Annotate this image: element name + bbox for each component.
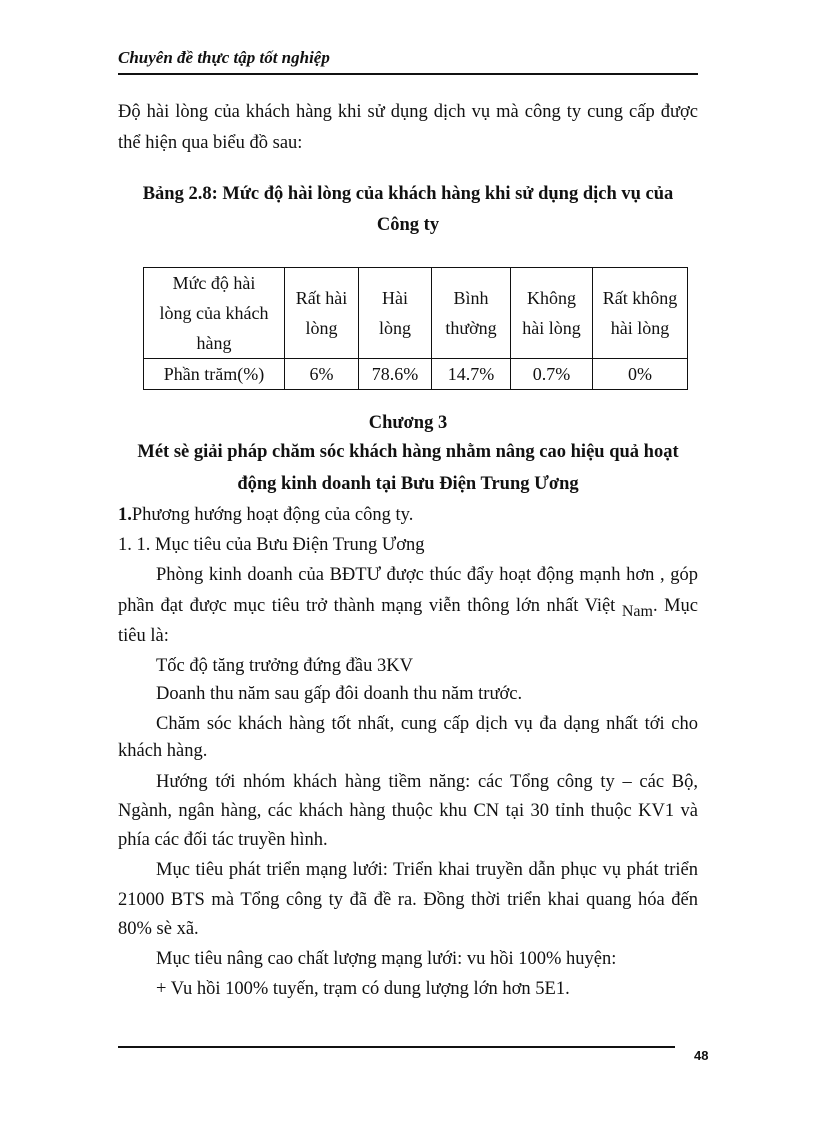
column-label: Rất hài	[295, 288, 348, 308]
table-caption-line-2: Công ty	[376, 215, 440, 235]
paragraph-2: Tốc độ tăng trưởng đứng đầu 3KV	[156, 656, 413, 676]
intro-line-1: Độ hài lòng của khách hàng khi sử dụng dịch vụ mà công ty cung cấp được	[118, 102, 698, 122]
paragraph-7: Mục tiêu nâng cao chất lượng mạng lưới: vu hồi 100% huyện:	[156, 949, 617, 969]
table-row	[144, 359, 688, 390]
paragraph-5-line-1: Hướng tới nhóm khách hàng tiềm năng: các Tổng công ty – các Bộ,	[156, 772, 698, 792]
paragraph-6-line-3: 80% sè xã.	[118, 919, 199, 939]
section-1-heading	[118, 505, 698, 526]
text-span: phần đạt được mục tiêu trở thành mạng viễn thông lớn nhất Việt	[118, 596, 622, 616]
column-label: hài lòng	[610, 318, 670, 338]
section-1-title: Phương hướng hoạt động của công ty.	[131, 505, 414, 525]
text-span: . Mục	[652, 596, 698, 616]
paragraph-1-line-2	[118, 596, 698, 620]
column-label: Bình	[453, 288, 489, 308]
paragraph-4-line-2: khách hàng.	[118, 741, 208, 761]
header-label-line: lòng của khách	[159, 303, 269, 323]
value-cell: 14.7%	[432, 359, 511, 390]
header-divider	[118, 73, 698, 75]
table-caption-line-1: Bảng 2.8: Mức độ hài lòng của khách hàng khi sử dụng dịch vụ của	[142, 184, 674, 204]
table-header-label-cell	[144, 268, 285, 359]
paragraph-4-line-1: Chăm sóc khách hàng tốt nhất, cung cấp dịch vụ đa dạng nhất tới cho	[156, 714, 698, 734]
table-header-cell	[593, 268, 688, 359]
paragraph-6-line-2: 21000 BTS mà Tổng công ty đã đề ra. Đồng thời triển khai quang hóa đến	[118, 890, 698, 910]
value-cell: 0%	[593, 359, 688, 390]
section-1-1-heading: 1. 1. Mục tiêu của Bưu Điện Trung Ương	[118, 535, 425, 555]
paragraph-6-line-1: Mục tiêu phát triển mạng lưới: Triển khai truyền dẫn phục vụ phát triển	[156, 860, 698, 880]
paragraph-1-line-3: tiêu là:	[118, 626, 169, 646]
column-label: Không	[527, 288, 576, 308]
chapter-number: Chương 3	[368, 413, 448, 433]
column-label: lòng	[378, 318, 411, 338]
column-label: Rất không	[602, 288, 678, 308]
value-cell: 0.7%	[511, 359, 593, 390]
table-header-cell	[359, 268, 432, 359]
row-label: Phần trăm(%)	[144, 359, 285, 390]
table-header-cell	[285, 268, 359, 359]
paragraph-8: + Vu hồi 100% tuyến, trạm có dung lượng lớn hơn 5E1.	[156, 979, 570, 999]
chapter-title-line-2: động kinh doanh tại Bưu Điện Trung Ương	[237, 474, 579, 494]
section-1-number: 1.	[118, 505, 132, 525]
column-label: hài lòng	[522, 318, 581, 338]
table-header-cell	[432, 268, 511, 359]
value-cell: 6%	[285, 359, 359, 390]
paragraph-3: Doanh thu năm sau gấp đôi doanh thu năm trước.	[156, 684, 523, 704]
column-label: thường	[445, 318, 497, 338]
paragraph-5-line-2: Ngành, ngân hàng, các khách hàng thuộc khu CN tại 30 tỉnh thuộc KV1 và	[118, 801, 698, 821]
page-header-title: Chuyên đề thực tập tốt nghiệp	[118, 48, 330, 67]
header-label-line: hàng	[196, 333, 232, 353]
intro-line-2: thể hiện qua biểu đồ sau:	[118, 133, 303, 153]
column-label: lòng	[305, 318, 338, 338]
text-subscript: Nam	[621, 603, 653, 620]
paragraph-1-line-1: Phòng kinh doanh của BĐTƯ được thúc đẩy hoạt động mạnh hơn , góp	[156, 565, 698, 585]
column-label: Hài	[382, 288, 408, 308]
paragraph-5-line-3: phía các đối tác truyền hình.	[118, 830, 328, 850]
header-label-line: Mức độ hài	[172, 273, 256, 293]
satisfaction-table	[143, 267, 688, 390]
chapter-title-line-1: Mét sè giải pháp chăm sóc khách hàng nhằm nâng cao hiệu quả hoạt	[137, 442, 679, 462]
page-number: 48	[694, 1048, 709, 1063]
table-header-cell	[511, 268, 593, 359]
value-cell: 78.6%	[359, 359, 432, 390]
footer-divider	[118, 1046, 675, 1048]
table-header-row	[144, 268, 688, 359]
